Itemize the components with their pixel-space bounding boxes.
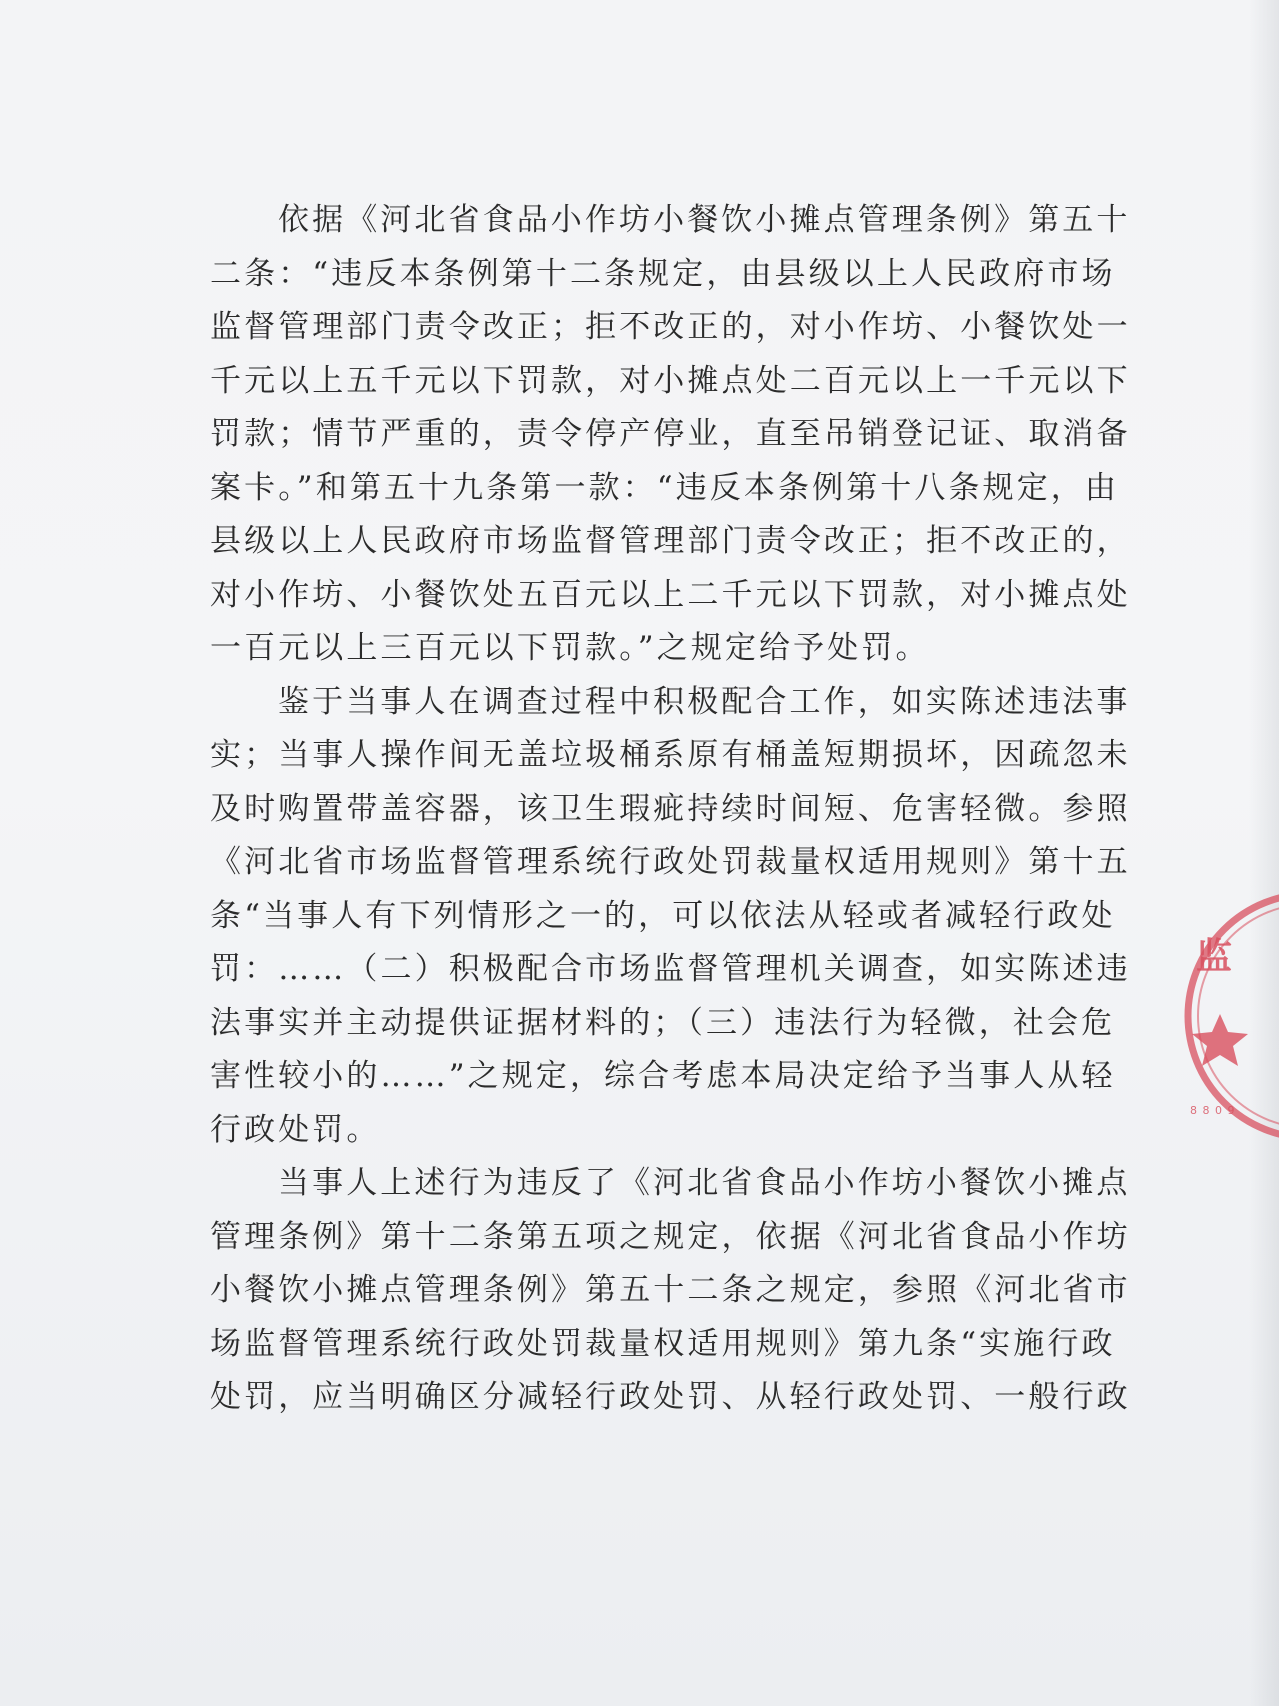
text-line: 县级以上人民政府市场监督管理部门责令改正；拒不改正的， (210, 523, 1131, 559)
text-line: 依据《河北省食品小作坊小餐饮小摊点管理条例》第五十 (278, 202, 1131, 238)
text-line: 法事实并主动提供证据材料的；（三）违法行为轻微，社会危 (210, 1004, 1116, 1041)
text-line: 害性较小的……”之规定，综合考虑本局决定给予当事人从轻 (210, 1058, 1116, 1094)
seal-star-icon (1192, 1014, 1248, 1066)
text-line: 案卡。”和第五十九条第一款：“违反本条例第十八条规定，由 (210, 469, 1119, 506)
text-line: 一百元以上三百元以下罚款。”之规定给予处罚。 (210, 630, 930, 666)
text-line: 二条：“违反本条例第十二条规定，由县级以上人民政府市场 (210, 255, 1116, 292)
text-line: 监督管理部门责令改正；拒不改正的，对小作坊、小餐饮处一 (210, 309, 1131, 345)
text-line: 及时购置带盖容器，该卫生瑕疵持续时间短、危害轻微。参照 (210, 790, 1131, 827)
text-line: 处罚，应当明确区分减轻行政处罚、从轻行政处罚、一般行政 (210, 1379, 1131, 1415)
text-line: 当事人上述行为违反了《河北省食品小作坊小餐饮小摊点 (278, 1165, 1131, 1201)
text-line: 条“当事人有下列情形之一的，可以依法从轻或者减轻行政处 (210, 897, 1116, 934)
text-line: 《河北省市场监督管理系统行政处罚裁量权适用规则》第十五 (210, 844, 1131, 880)
paragraph (210, 194, 1131, 676)
seal-number: 8 8 0 9 (1190, 1104, 1236, 1117)
text-line: 场监督管理系统行政处罚裁量权适用规则》第九条“实施行政 (210, 1325, 1116, 1362)
text-line: 鉴于当事人在调查过程中积极配合工作，如实陈述违法事 (278, 683, 1131, 720)
text-line: 管理条例》第十二条第五项之规定，依据《河北省食品小作坊 (210, 1218, 1131, 1255)
text-line: 罚：……（二）积极配合市场监督管理机关调查，如实陈述违 (210, 951, 1131, 987)
seal-character: 监 (1196, 936, 1233, 977)
paragraph (210, 676, 1131, 1158)
text-line: 小餐饮小摊点管理条例》第五十二条之规定，参照《河北省市 (210, 1272, 1131, 1308)
paragraph (210, 1157, 1131, 1425)
text-line: 行政处罚。 (210, 1111, 381, 1148)
text-line: 对小作坊、小餐饮处五百元以上二千元以下罚款，对小摊点处 (210, 576, 1131, 613)
document-body (210, 194, 1131, 1425)
text-line: 实；当事人操作间无盖垃圾桶系原有桶盖短期损坏，因疏忽未 (210, 737, 1131, 773)
page-edge-shadow (1249, 0, 1279, 1706)
text-line: 罚款；情节严重的，责令停产停业，直至吊销登记证、取消备 (210, 416, 1131, 452)
official-seal (1180, 886, 1279, 1146)
text-line: 千元以上五千元以下罚款，对小摊点处二百元以上一千元以下 (210, 362, 1131, 399)
